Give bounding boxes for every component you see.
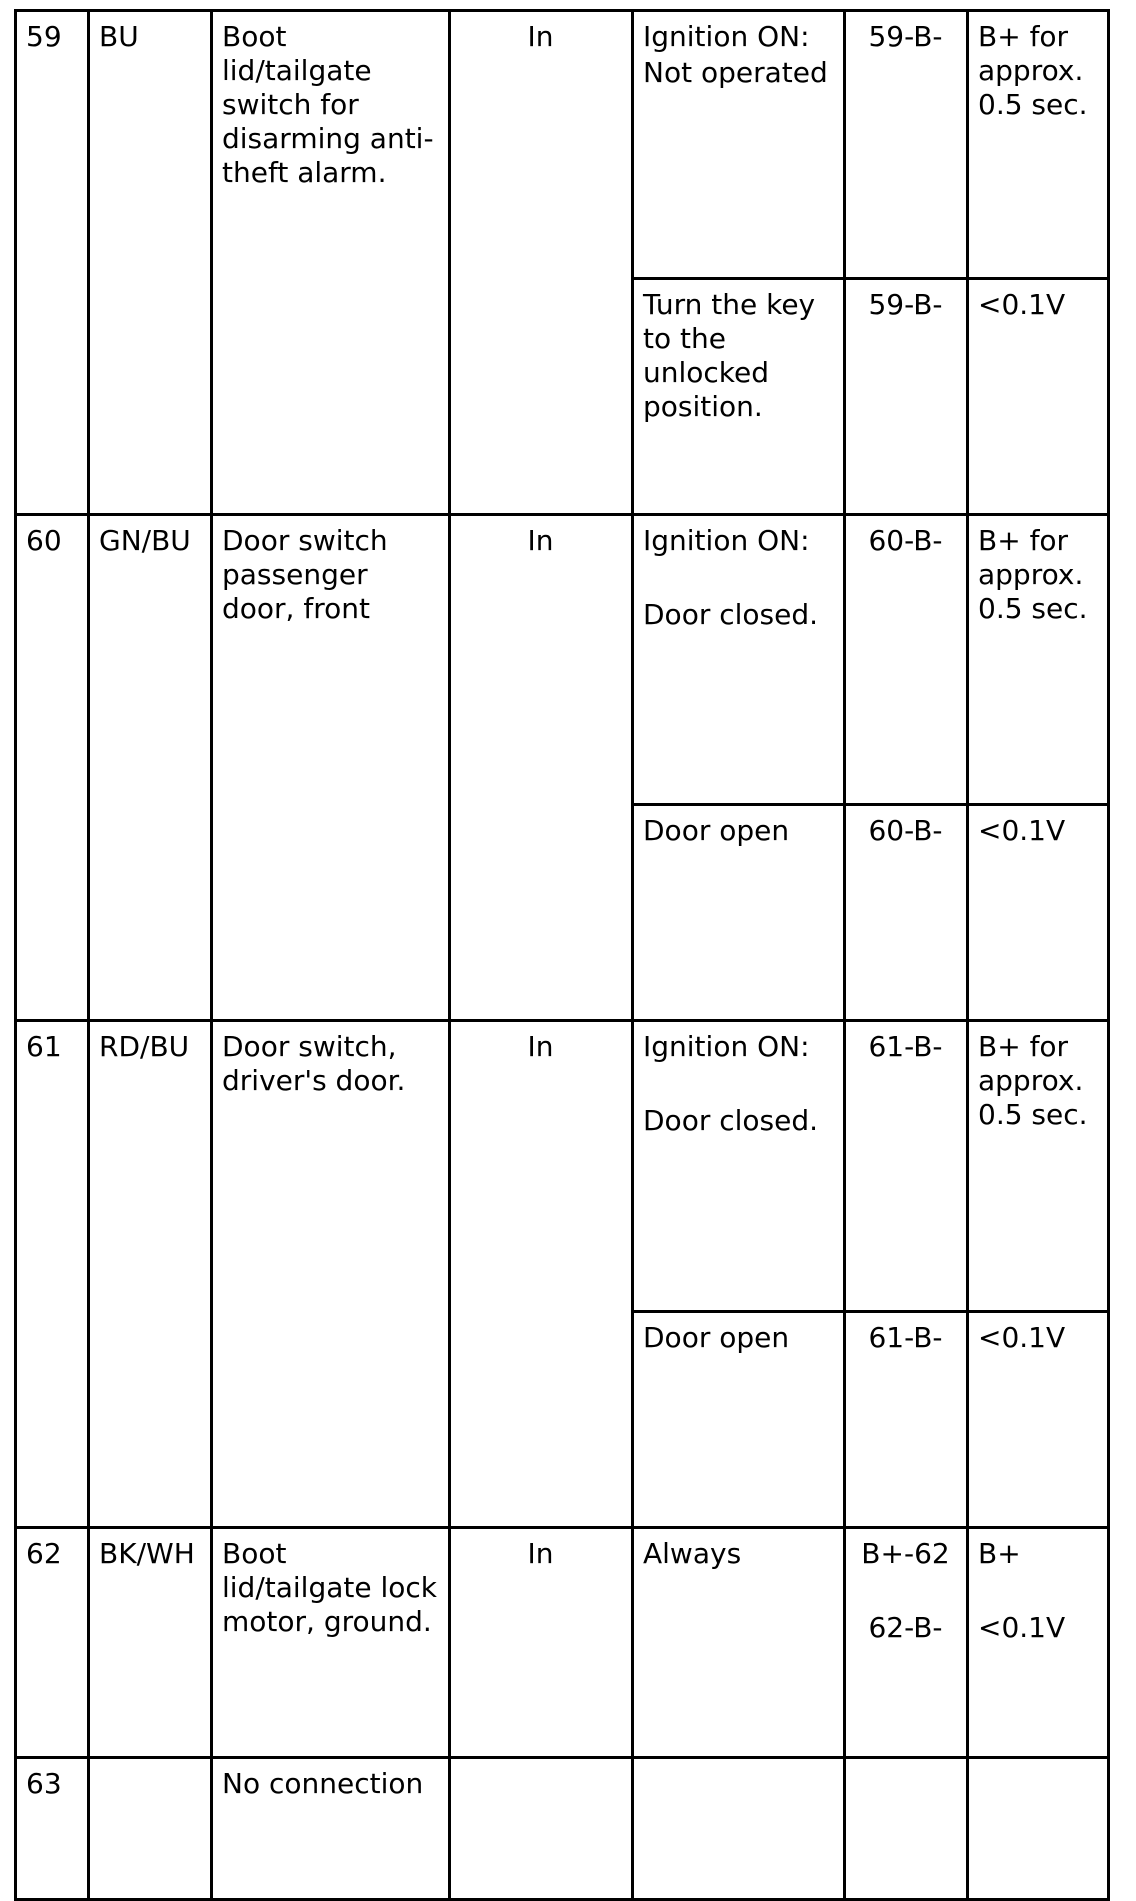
condition-cell: Door open	[633, 805, 845, 1021]
table-row	[16, 1021, 1109, 1312]
value-cell: B+ for approx. 0.5 sec.	[968, 11, 1109, 279]
value-cell	[968, 1758, 1109, 1900]
direction-cell	[450, 1758, 633, 1900]
value-cell	[968, 1528, 1109, 1758]
condition-cell: Door open	[633, 1312, 845, 1528]
measure-cell: 60-B-	[845, 805, 968, 1021]
wire-color-cell: BU	[89, 11, 212, 515]
condition-cell	[633, 1021, 845, 1312]
measure-cell: 59-B-	[845, 11, 968, 279]
description-cell: Boot lid/tailgate lock motor, ground.	[212, 1528, 450, 1758]
table-row	[16, 1758, 1109, 1900]
description-cell: Door switch passenger door, front	[212, 515, 450, 1021]
pin-number-cell: 60	[16, 515, 89, 1021]
measure-line: 62-B-	[868, 1611, 943, 1644]
measure-cell: 61-B-	[845, 1021, 968, 1312]
table-row	[16, 1528, 1109, 1758]
condition-line: Ignition ON:	[643, 20, 810, 53]
condition-cell	[633, 515, 845, 805]
value-cell: <0.1V	[968, 1312, 1109, 1528]
condition-line: Door closed.	[643, 598, 819, 631]
description-cell: Door switch, driver's door.	[212, 1021, 450, 1528]
measure-line: B+-62	[861, 1537, 950, 1570]
direction-cell: In	[450, 1021, 633, 1528]
wire-color-cell	[89, 1758, 212, 1900]
value-cell: <0.1V	[968, 279, 1109, 515]
wire-color-cell: GN/BU	[89, 515, 212, 1021]
condition-cell: Always	[633, 1528, 845, 1758]
direction-cell: In	[450, 11, 633, 515]
condition-cell	[633, 1758, 845, 1900]
wire-color-cell: RD/BU	[89, 1021, 212, 1528]
direction-cell: In	[450, 1528, 633, 1758]
pin-number-cell: 63	[16, 1758, 89, 1900]
measure-cell	[845, 1758, 968, 1900]
value-cell: B+ for approx. 0.5 sec.	[968, 1021, 1109, 1312]
table-row	[16, 11, 1109, 279]
condition-cell	[633, 11, 845, 279]
description-cell: No connection	[212, 1758, 450, 1900]
description-cell: Boot lid/tailgate switch for disarming anti-theft alarm.	[212, 11, 450, 515]
condition-line: Door closed.	[643, 1104, 819, 1137]
wire-color-cell: BK/WH	[89, 1528, 212, 1758]
value-line: B+	[978, 1537, 1021, 1570]
table-row	[16, 515, 1109, 805]
measure-cell: 59-B-	[845, 279, 968, 515]
value-line: <0.1V	[978, 1611, 1066, 1644]
measure-cell: 61-B-	[845, 1312, 968, 1528]
pin-number-cell: 61	[16, 1021, 89, 1528]
condition-cell: Turn the key to the unlocked position.	[633, 279, 845, 515]
condition-line: Not operated	[643, 56, 828, 89]
value-cell: B+ for approx. 0.5 sec.	[968, 515, 1109, 805]
condition-line: Ignition ON:	[643, 524, 810, 557]
condition-line: Ignition ON:	[643, 1030, 810, 1063]
measure-cell: 60-B-	[845, 515, 968, 805]
measure-cell	[845, 1528, 968, 1758]
value-cell: <0.1V	[968, 805, 1109, 1021]
pin-number-cell: 59	[16, 11, 89, 515]
direction-cell: In	[450, 515, 633, 1021]
pin-number-cell: 62	[16, 1528, 89, 1758]
pin-table	[14, 9, 1110, 1901]
